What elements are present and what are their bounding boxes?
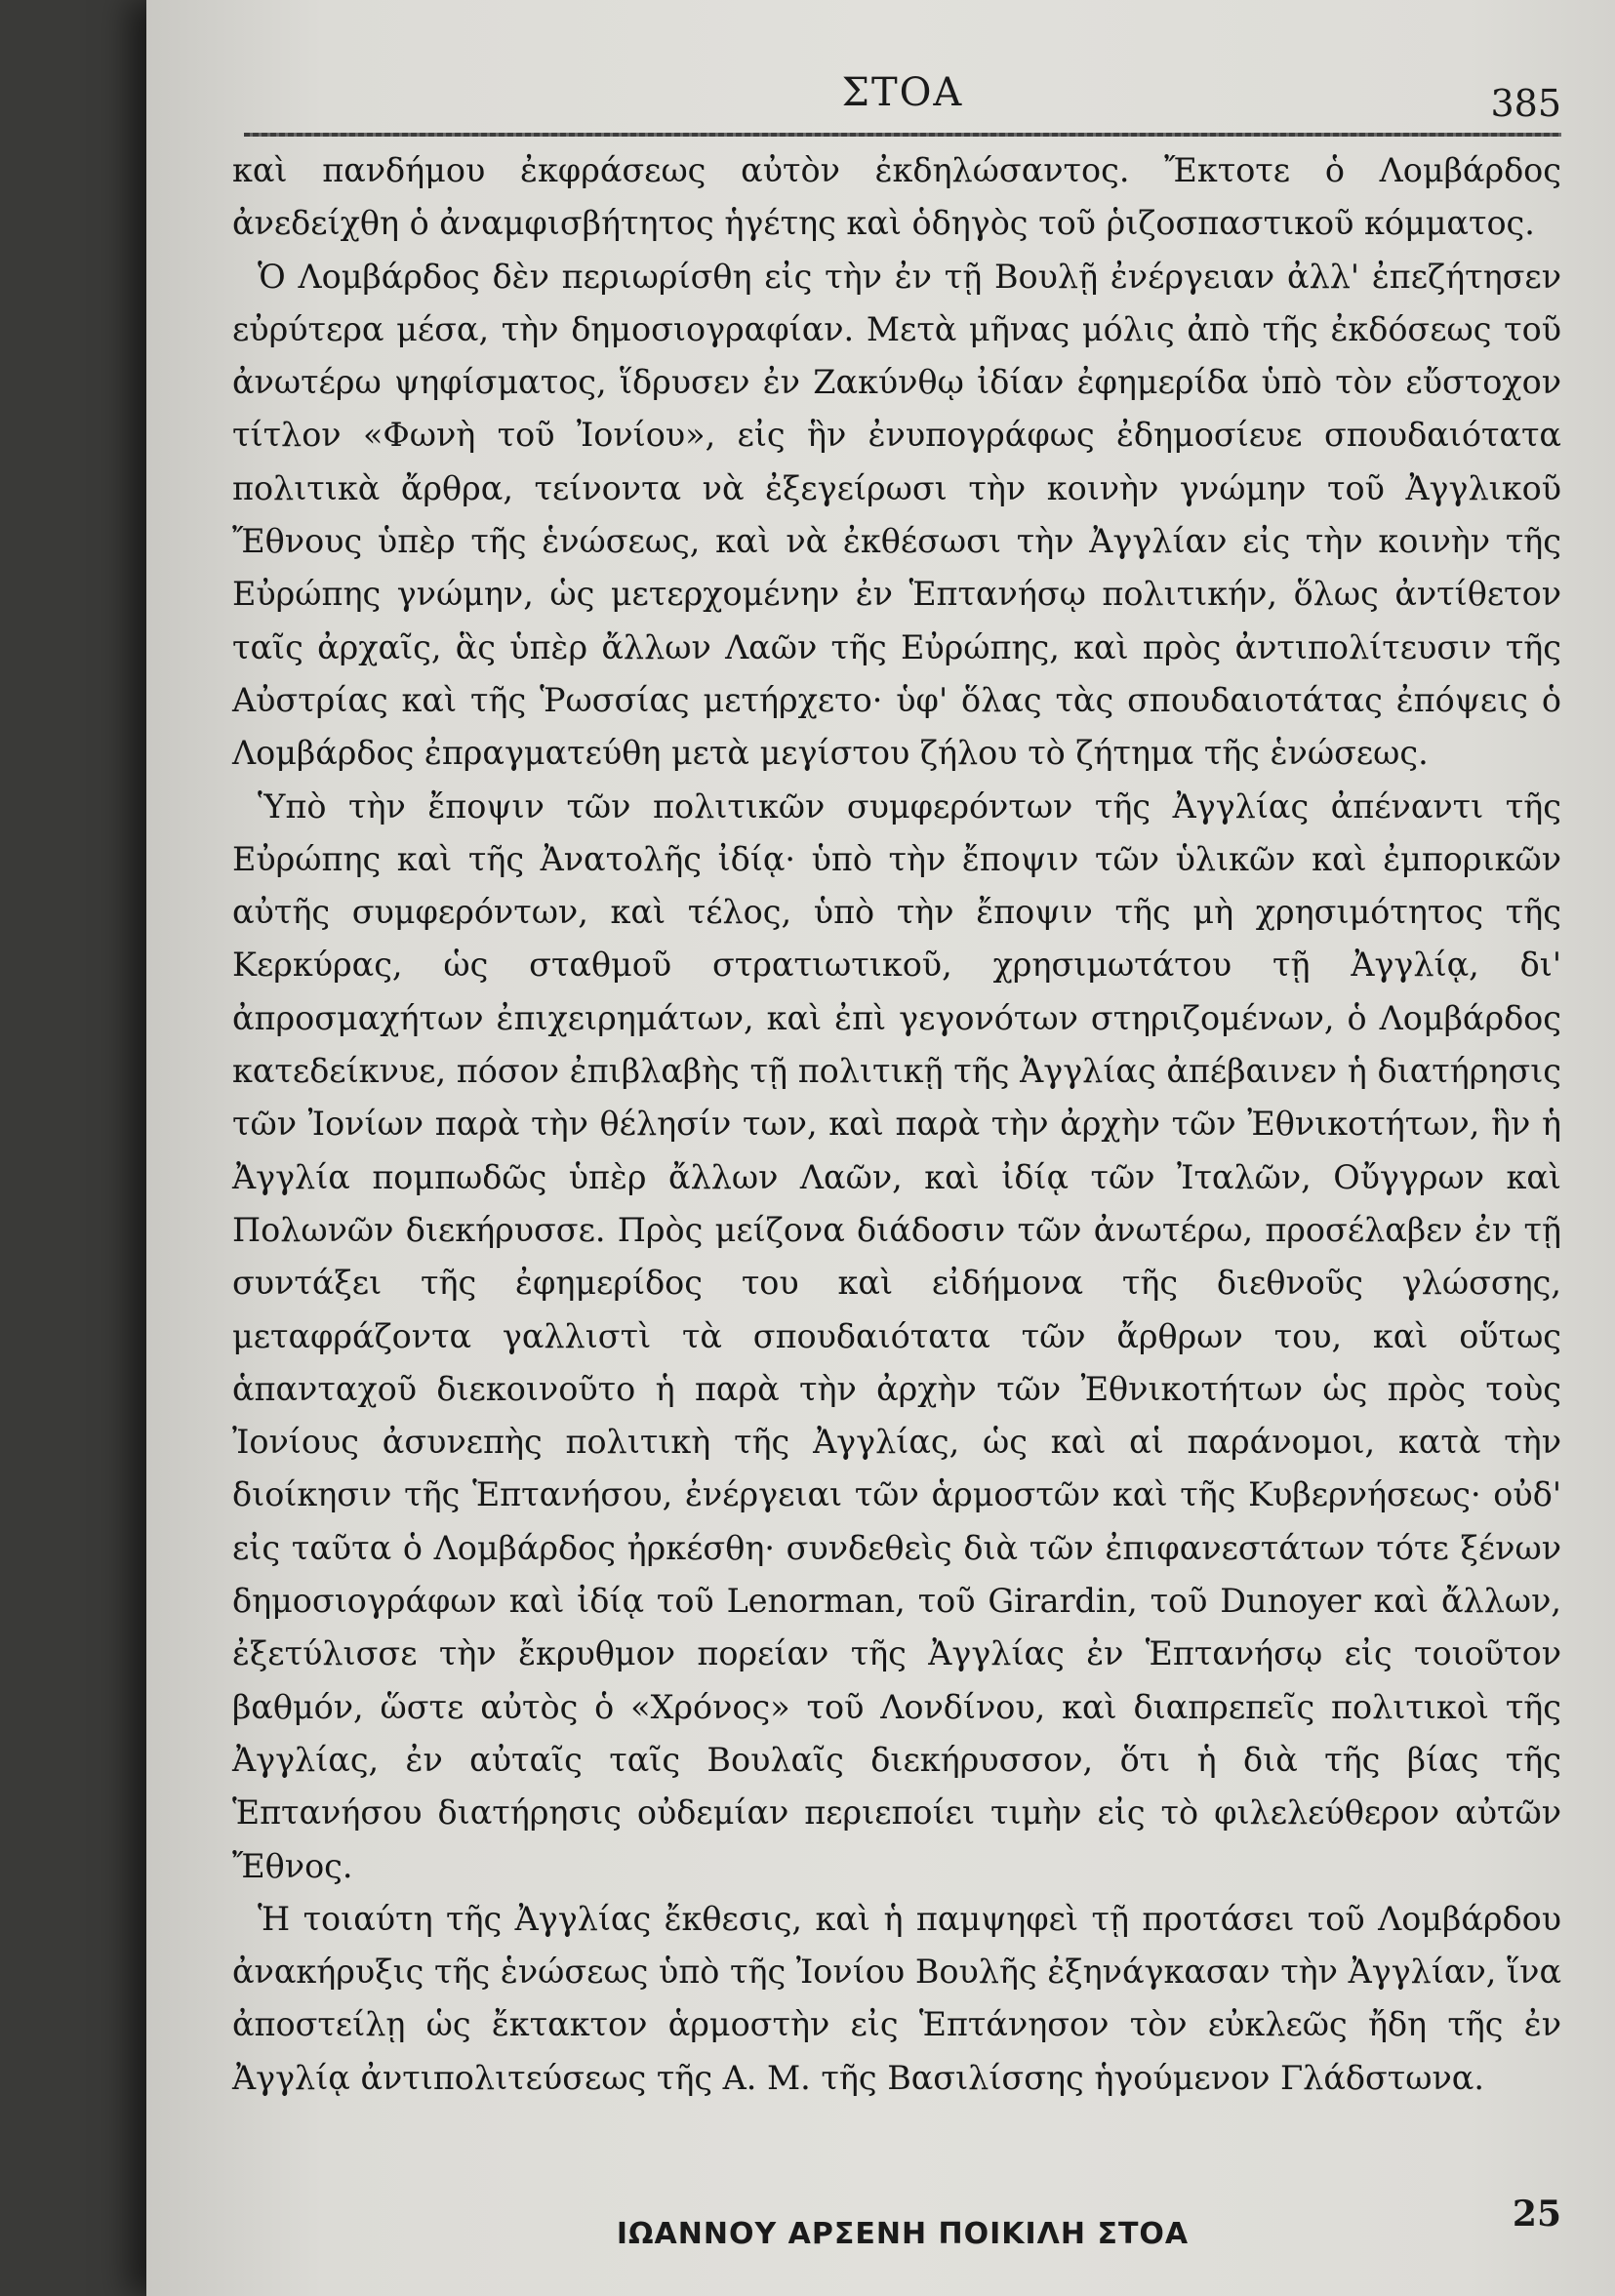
page-number: 385 — [1490, 82, 1561, 125]
signature-line: ΙΩΑΝΝΟΥ ΑΡΣΕΝΗ ΠΟΙΚΙΛΗ ΣΤΟΑ — [616, 2217, 1190, 2251]
paragraph: Ὑπὸ τὴν ἔποψιν τῶν πολιτικῶν συμφερόντων τῆς Ἀγγλίας ἀπέναντι τῆς Εὐρώπης καὶ τῆς Ἀνατολῆς ἰδίᾳ· ὑπὸ τὴν ἔποψιν τῶν ὑλικῶν καὶ ἐμπορικῶν αὐτῆς συμφερόντων, καὶ τέλος, ὑπὸ τὴν ἔποψιν τῆς μὴ χρησιμότητος τῆς Κερκύρας, ὡς σταθμοῦ στρατιωτικοῦ, χρησιμωτάτου τῇ Ἀγγλίᾳ, δι' ἀπροσμαχήτων ἐπιχειρημάτων, καὶ ἐπὶ γεγονότων στηριζομένων, ὁ Λομβάρδος κατεδείκνυε, πόσον ἐπιβλαβὴς τῇ πολιτικῇ τῆς Ἀγγλίας ἀπέβαινεν ἡ διατήρησις τῶν Ἰονίων παρὰ τὴν θέλησίν των, καὶ παρὰ τὴν ἀρχὴν τῶν Ἐθνικοτήτων, ἣν ἡ Ἀγγλία πομπωδῶς ὑπὲρ ἄλλων Λαῶν, καὶ ἰδίᾳ τῶν Ἰταλῶν, Οὔγγρων καὶ Πολωνῶν διεκήρυσσε. Πρὸς μείζονα διάδοσιν τῶν ἀνωτέρω, προσέλαβεν ἐν τῇ συντάξει τῆς ἐφημερίδος του καὶ εἰδήμονα τῆς διεθνοῦς γλώσσης, μεταφράζοντα γαλλιστὶ τὰ σπουδαιότατα τῶν ἄρθρων του, καὶ οὕτως ἁπανταχοῦ διεκοινοῦτο ἡ παρὰ τὴν ἀρχὴν τῶν Ἐθνικοτήτων ὡς πρὸς τοὺς Ἰονίους ἀσυνεπὴς πολιτικὴ τῆς Ἀγγλίας, ὡς καὶ αἱ παράνομοι, κατὰ τὴν διοίκησιν τῆς Ἑπτανήσου, ἐνέργειαι τῶν ἁρμοστῶν καὶ τῆς Κυβερνήσεως· οὐδ' εἰς ταῦτα ὁ Λομβάρδος ἠρκέσθη· συνδεθεὶς διὰ τῶν ἐπιφανεστάτων τότε ξένων δημοσιογράφων καὶ ἰδίᾳ τοῦ Lenorman, τοῦ Girardin, τοῦ Dunoyer καὶ ἄλλων, ἐξετύλισσε τὴν ἔκρυθμον πορείαν τῆς Ἀγγλίας ἐν Ἑπτανήσῳ εἰς τοιοῦτον βαθμόν, ὥστε αὐτὸς ὁ «Χρόνος» τοῦ Λονδίνου, καὶ διαπρεπεῖς πολιτικοὶ τῆς Ἀγγλίας, ἐν αὐταῖς ταῖς Βουλαῖς διεκήρυσσον, ὅτι ἡ διὰ τῆς βίας τῆς Ἑπτανήσου διατήρησις οὐδεμίαν περιεποίει τιμὴν εἰς τὸ φιλελεύθερον αὐτῶν Ἔθνος. — [232, 786, 1561, 1885]
running-title: ΣΤΟΑ — [841, 70, 964, 115]
book-page — [146, 0, 1615, 2296]
paragraph: καὶ πανδήμου ἐκφράσεως αὐτὸν ἐκδηλώσαντος. Ἔκτοτε ὁ Λομβάρδος ἀνεδείχθη ὁ ἀναμφισβήτητος ἡγέτης καὶ ὁδηγὸς τοῦ ῥιζοσπαστικοῦ κόμματος. — [232, 151, 1561, 243]
paragraph: Ἡ τοιαύτη τῆς Ἀγγλίας ἔκθεσις, καὶ ἡ παμψηφεὶ τῇ προτάσει τοῦ Λομβάρδου ἀνακήρυξις τῆς ἑνώσεως ὑπὸ τῆς Ἰονίου Βουλῆς ἐξηνάγκασαν τὴν Ἀγγλίαν, ἵνα ἀποστείλῃ ὡς ἔκτακτον ἁρμοστὴν εἰς Ἑπτάνησον τὸν εὐκλεῶς ἤδη τῆς ἐν Ἀγγλίᾳ ἀντιπολιτεύσεως τῆς Α. Μ. τῆς Βασιλίσσης ἡγούμενον Γλάδστωνα. — [232, 1899, 1561, 2097]
sheet-number: 25 — [1512, 2194, 1561, 2235]
paragraph: Ὁ Λομβάρδος δὲν περιωρίσθη εἰς τὴν ἐν τῇ Βουλῇ ἐνέργειαν ἀλλ' ἐπεζήτησεν εὐρύτερα μέσα, τὴν δημοσιογραφίαν. Μετὰ μῆνας μόλις ἀπὸ τῆς ἐκδόσεως τοῦ ἀνωτέρω ψηφίσματος, ἵδρυσεν ἐν Ζακύνθῳ ἰδίαν ἐφημερίδα ὑπὸ τὸν εὔστοχον τίτλον «Φωνὴ τοῦ Ἰονίου», εἰς ἣν ἐνυπογράφως ἐδημοσίευε σπουδαιότατα πολιτικὰ ἄρθρα, τείνοντα νὰ ἐξεγείρωσι τὴν κοινὴν γνώμην τοῦ Ἀγγλικοῦ Ἔθνους ὑπὲρ τῆς ἑνώσεως, καὶ νὰ ἐκθέσωσι τὴν Ἀγγλίαν εἰς τὴν κοινὴν τῆς Εὐρώπης γνώμην, ὡς μετερχομένην ἐν Ἑπτανήσῳ πολιτικήν, ὅλως ἀντίθετον ταῖς ἀρχαῖς, ἃς ὑπὲρ ἄλλων Λαῶν τῆς Εὐρώπης, καὶ πρὸς ἀντιπολίτευσιν τῆς Αὐστρίας καὶ τῆς Ῥωσσίας μετήρχετο· ὑφ' ὅλας τὰς σπουδαιοτάτας ἐπόψεις ὁ Λομβάρδος ἐπραγματεύθη μετὰ μεγίστου ζήλου τὸ ζήτημα τῆς ἑνώσεως. — [232, 257, 1561, 773]
body-text — [232, 144, 1561, 2105]
page-footer — [244, 2194, 1561, 2262]
page-header — [244, 60, 1561, 139]
header-rule — [244, 133, 1561, 137]
